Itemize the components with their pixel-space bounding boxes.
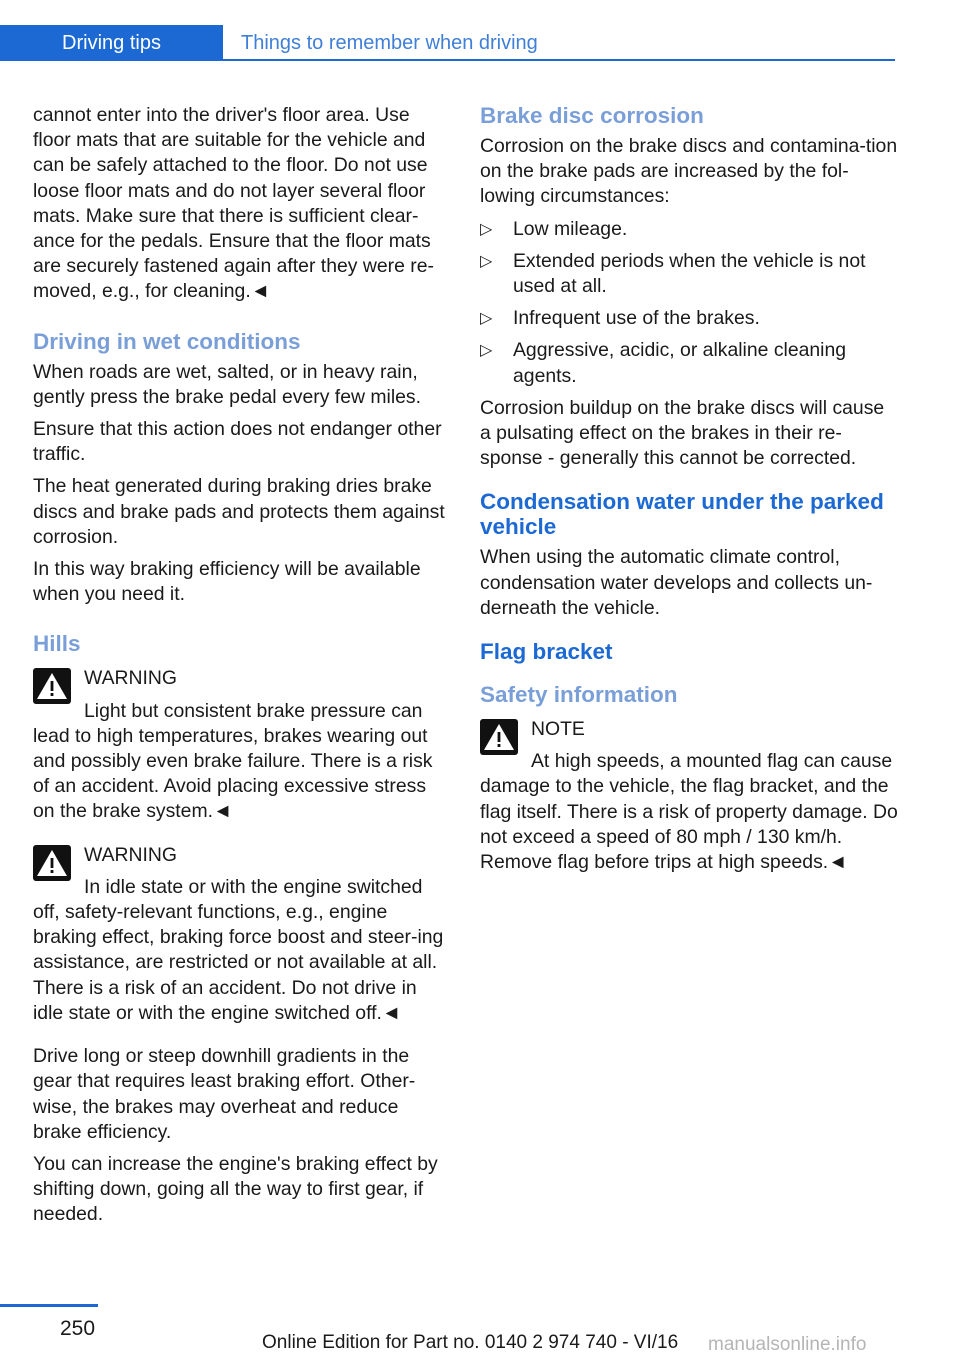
bullet-icon: ▷ — [480, 310, 493, 328]
tab-things-to-remember-label: Things to remember when driving — [241, 31, 538, 54]
brake-circumstances-list — [480, 217, 900, 389]
left-column — [33, 103, 447, 1235]
tab-driving-tips-label: Driving tips — [62, 31, 161, 54]
warning-text-content: Light but consistent brake pressure can lead to high temperatures, brakes wearing out and possibly even brake failure. There is a risk of an accident. Avoid placing excessive stress on the brake system.◄ — [33, 699, 433, 823]
page-number: 250 — [60, 1317, 96, 1340]
warning-notice-1 — [33, 666, 447, 824]
warning-text-content: In idle state or with the engine switched off, safety-relevant functions, e.g., engine braking effect, braking force boost and steer-ing assistance, are restricted or not available at all. There is a risk of an accident. Do not drive in idle state or with the engine switched off.◄ — [33, 875, 444, 1024]
warning-text — [33, 699, 447, 825]
header-divider — [223, 59, 895, 61]
warning-triangle-icon — [480, 719, 518, 755]
bullet-icon: ▷ — [480, 220, 493, 238]
list-item-text: Aggressive, acidic, or alkaline cleaning agents. — [513, 339, 847, 387]
list-item-text: Extended periods when the vehicle is not used at all. — [513, 249, 866, 298]
wet-paragraph-3: The heat generated during braking dries brake discs and brake pads and protects them against corrosion. — [33, 475, 445, 548]
footer-divider — [0, 1304, 98, 1307]
warning-label: WARNING — [84, 843, 177, 866]
list-item — [480, 338, 900, 388]
heading-hills: Hills — [33, 631, 81, 657]
warning-notice-2 — [33, 843, 447, 1026]
note-text-content: At high speeds, a mounted flag can cause damage to the vehicle, the flag bracket, and the flag itself. There is a risk of property damage. Do not exceed a speed of 80 mph / 130 km/h. Remove flag before trips at high speeds.◄ — [480, 750, 898, 874]
warning-text — [33, 875, 447, 1026]
heading-wet-conditions: Driving in wet conditions — [33, 328, 301, 354]
warning-triangle-icon — [33, 668, 71, 704]
note-notice — [480, 717, 900, 875]
hills-paragraph-2: You can increase the engine's braking effect by shifting down, going all the way to first gear, if needed. — [33, 1152, 438, 1226]
wet-paragraph-4: In this way braking efficiency will be available when you need it. — [33, 558, 421, 606]
warning-triangle-icon — [33, 845, 71, 881]
tab-driving-tips[interactable] — [0, 25, 223, 61]
bullet-icon: ▷ — [480, 252, 493, 270]
heading-flag-bracket: Flag bracket — [480, 639, 613, 665]
brake-paragraph-2: Corrosion buildup on the brake discs will cause a pulsating effect on the brakes in their re-sponse - generally this cannot be corrected. — [480, 396, 885, 470]
warning-label: WARNING — [84, 667, 177, 690]
note-label: NOTE — [531, 718, 585, 741]
list-item — [480, 249, 900, 299]
intro-paragraph: cannot enter into the driver's floor area. Use floor mats that are suitable for the vehicle and can be safely attached to the floor. Do not use loose floor mats and do not layer several floor mats. Make sure that there is sufficient clear-ance for the pedals. Ensure that the floor mats are securely fastened again after they were re-moved, e.g., for cleaning.◄ — [33, 104, 434, 303]
list-item-text: Low mileage. — [513, 217, 628, 240]
wet-paragraph-1: When roads are wet, salted, or in heavy rain, gently press the brake pedal every few miles. — [33, 360, 422, 408]
tab-things-to-remember[interactable] — [241, 25, 538, 61]
heading-condensation: Condensation water under the parked vehicle — [480, 489, 884, 540]
heading-safety-information: Safety information — [480, 682, 678, 708]
wet-paragraph-2: Ensure that this action does not endanger other traffic. — [33, 418, 442, 466]
bullet-icon: ▷ — [480, 342, 493, 360]
edition-info: Online Edition for Part no. 0140 2 974 740 - VI/16 — [262, 1332, 679, 1353]
note-text — [480, 749, 900, 875]
condensation-paragraph: When using the automatic climate control, condensation water develops and collects un-derneath the vehicle. — [480, 546, 873, 619]
right-column — [480, 103, 900, 882]
list-item — [480, 306, 900, 331]
hills-paragraph-1: Drive long or steep downhill gradients in the gear that requires least braking effort. Other-wise, the brakes may overheat and reduce brake efficiency. — [33, 1045, 416, 1143]
brake-paragraph-1: Corrosion on the brake discs and contamina-tion on the brake pads are increased by the fol-lowing circumstances: — [480, 135, 898, 208]
list-item-text: Infrequent use of the brakes. — [513, 307, 760, 330]
heading-brake-disc-corrosion: Brake disc corrosion — [480, 103, 704, 128]
list-item — [480, 217, 900, 242]
watermark: manualsonline.info — [708, 1334, 867, 1355]
page-header — [0, 25, 895, 61]
